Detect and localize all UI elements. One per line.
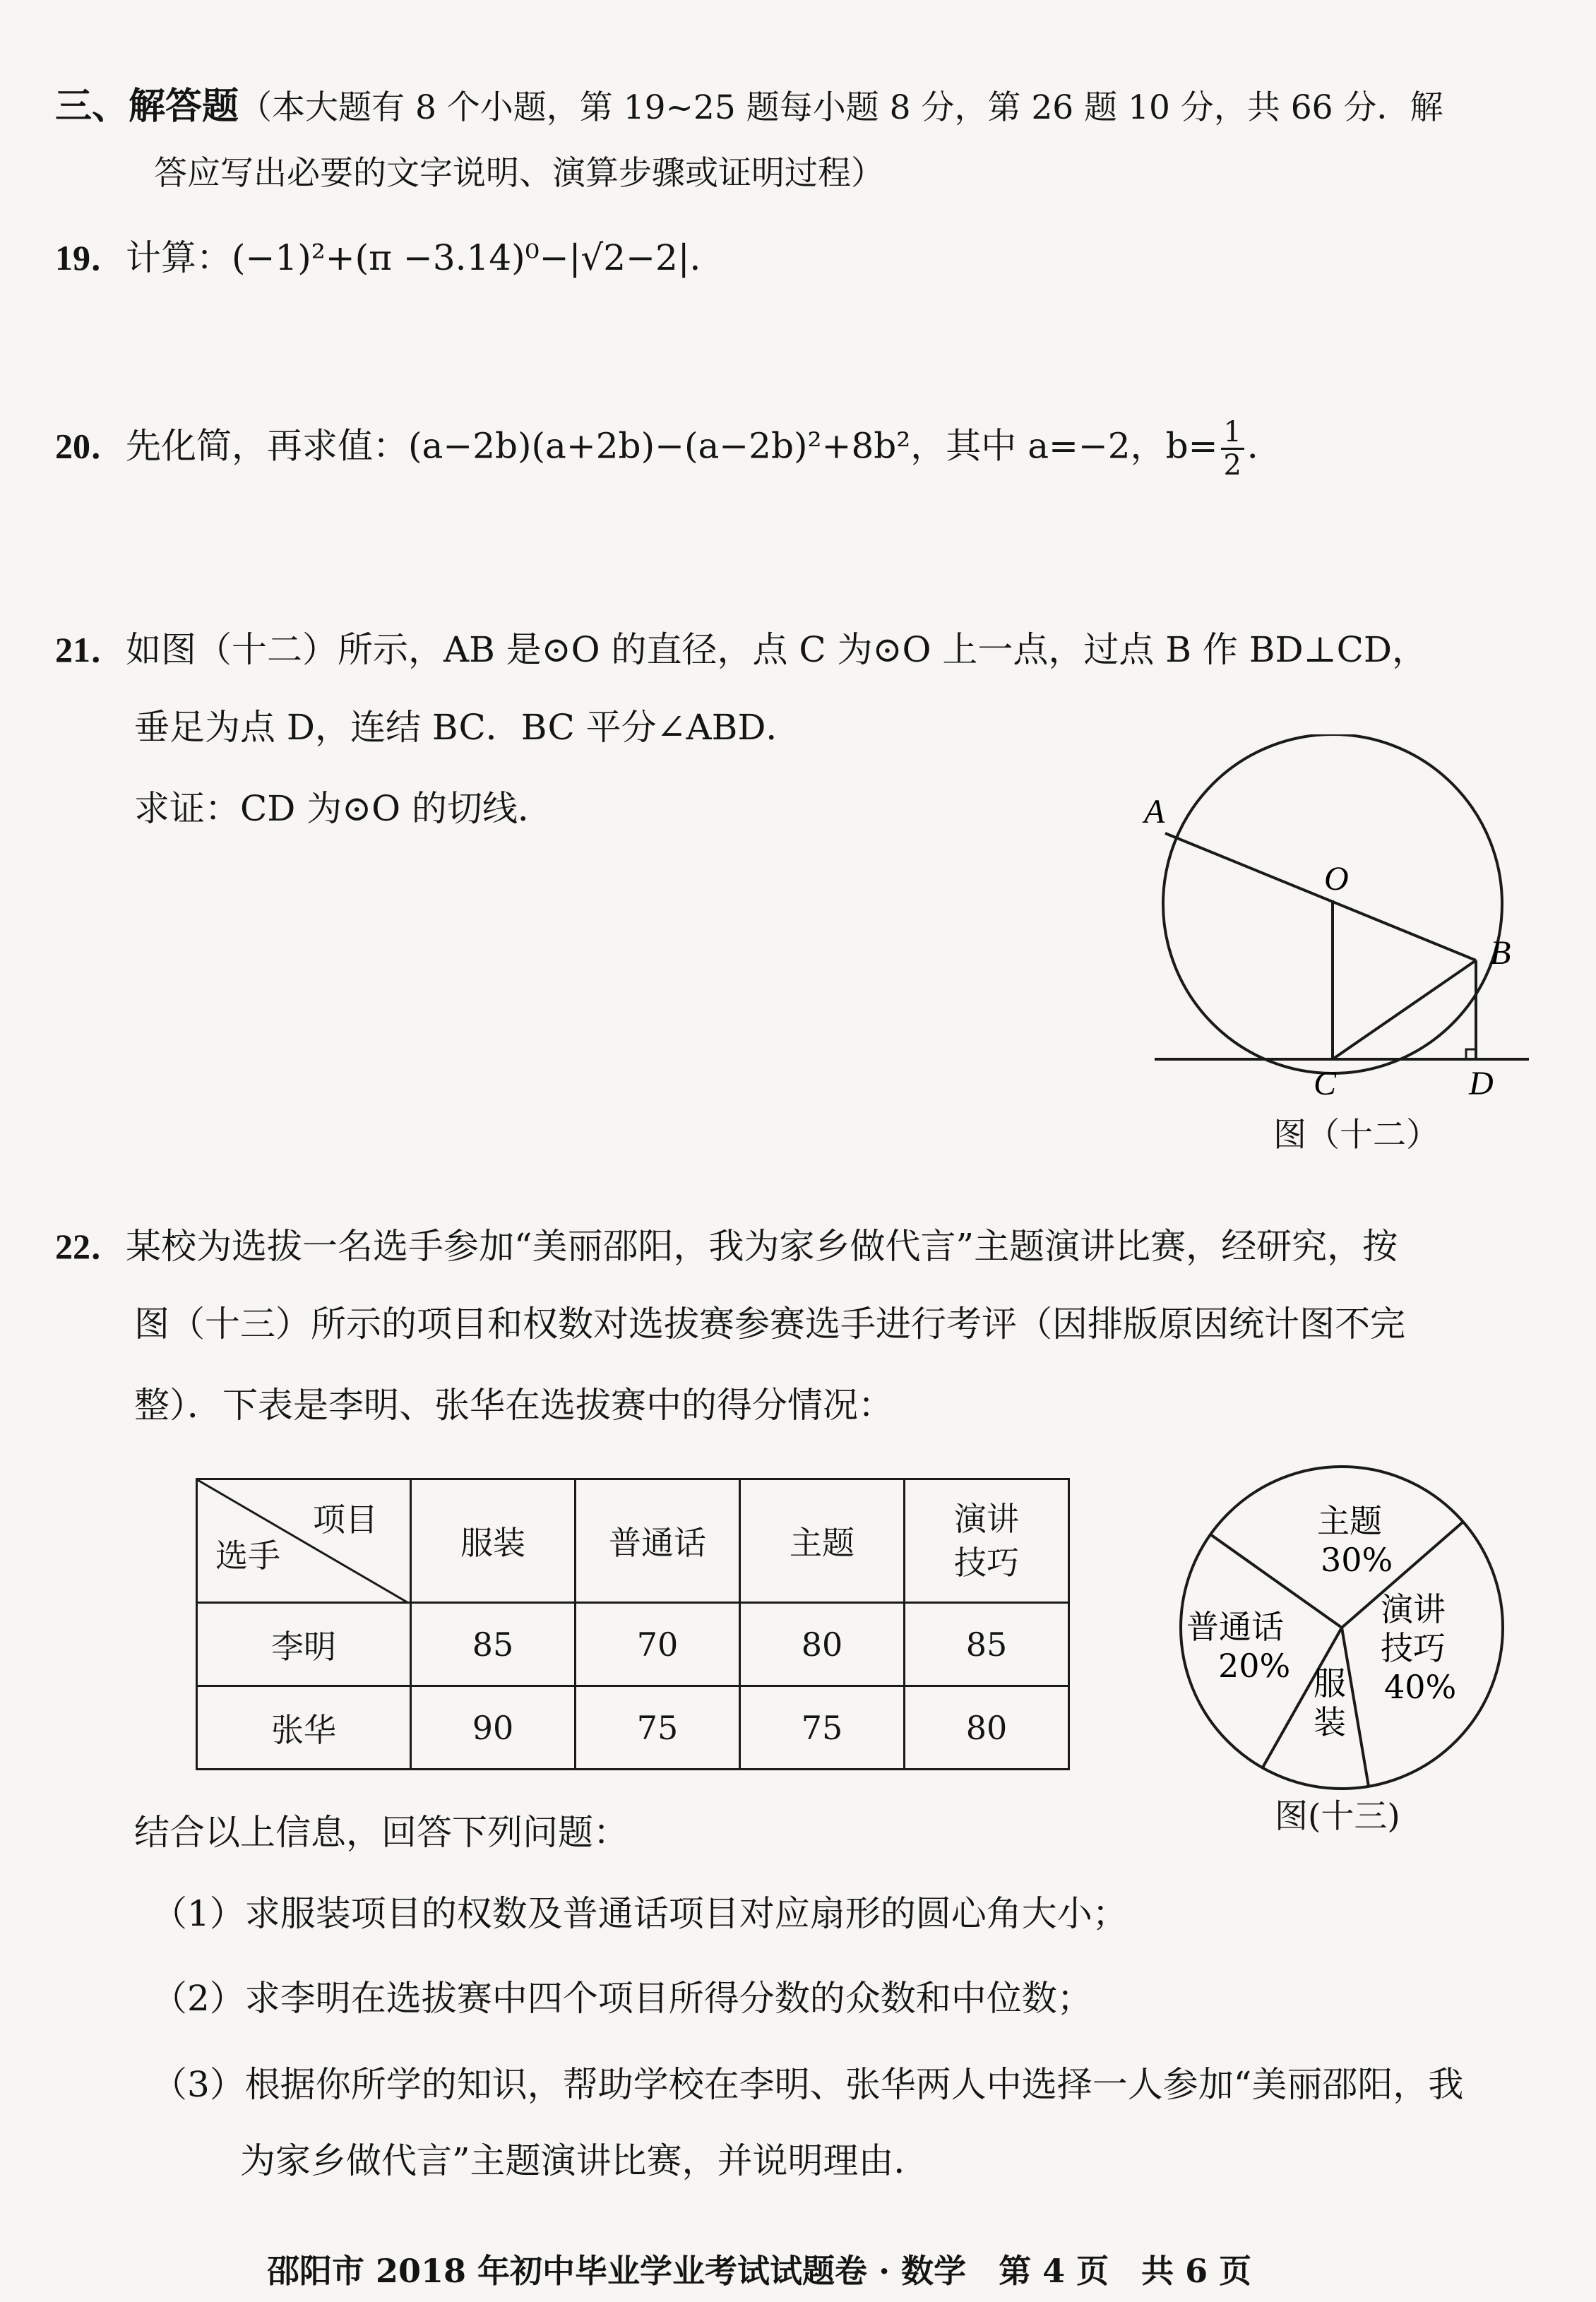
label-b: B xyxy=(1490,934,1511,972)
question-21-line2: 垂足为点 D，连结 BC．BC 平分∠ABD． xyxy=(134,707,802,748)
fraction xyxy=(1221,417,1244,481)
slice-label-speech-1: 演讲 xyxy=(1381,1590,1446,1628)
question-number: 20． xyxy=(55,426,126,466)
table-header-cell: 主题 xyxy=(740,1479,905,1603)
table-cell-name: 李明 xyxy=(197,1603,411,1686)
slice-label-topic: 主题 xyxy=(1317,1502,1382,1540)
question-21-line1 xyxy=(55,621,1427,672)
sub-question-2: （2）求李明在选拔赛中四个项目所得分数的众数和中位数； xyxy=(152,1978,1092,2019)
slice-pct-topic: 30% xyxy=(1321,1541,1393,1579)
label-d: D xyxy=(1469,1065,1494,1102)
table-row xyxy=(197,1603,1069,1686)
header-line: 演讲 xyxy=(954,1500,1019,1538)
corner-top-label: 项目 xyxy=(313,1501,378,1539)
page-footer: 邵阳市 2018 年初中毕业学业考试试题卷 · 数学 第 4 页 共 6 页 xyxy=(267,2252,1252,2290)
diameter-ab xyxy=(1165,833,1476,960)
slice-label-mandarin: 普通话 xyxy=(1186,1608,1284,1646)
slice-label-speech-2: 技巧 xyxy=(1381,1629,1446,1667)
question-20 xyxy=(55,417,1282,481)
question-19 xyxy=(55,229,725,280)
label-a: A xyxy=(1144,793,1165,830)
section-note-line1: （本大题有 8 个小题，第 19~25 题每小题 8 分，第 26 题 10 分，共 66 分．解 xyxy=(239,88,1443,127)
section-title: 三、解答题 xyxy=(55,85,239,128)
right-angle-mark xyxy=(1466,1049,1476,1059)
sub-question-3-line1: （3）根据你所学的知识，帮助学校在李明、张华两人中选择一人参加“美丽邵阳，我 xyxy=(152,2064,1464,2105)
question-22-line2: 图（十三）所示的项目和权数对选拔赛参赛选手进行考评（因排版原因统计图不完 xyxy=(134,1304,1405,1344)
table-cell: 90 xyxy=(411,1686,576,1770)
score-table xyxy=(196,1478,1070,1770)
question-text: 某校为选拔一名选手参加“美丽邵阳，我为家乡做代言”主题演讲比赛，经研究，按 xyxy=(126,1226,1398,1267)
slice-label-clothing-2: 装 xyxy=(1314,1703,1346,1741)
fraction-numerator: 1 xyxy=(1221,417,1244,450)
question-21-line3: 求证：CD 为⊙O 的切线． xyxy=(134,788,554,829)
question-number: 22． xyxy=(55,1227,126,1266)
question-text: 计算：(−1)²+(π −3.14)⁰−|√2−2|． xyxy=(126,237,725,278)
segment-bc xyxy=(1333,960,1476,1059)
table-cell: 80 xyxy=(905,1686,1069,1770)
table-header-cell: 服装 xyxy=(411,1479,576,1603)
table-cell: 80 xyxy=(740,1603,905,1686)
question-22-prompt: 结合以上信息，回答下列问题： xyxy=(134,1812,629,1853)
sub-question-1: （1）求服装项目的权数及普通话项目对应扇形的圆心角大小； xyxy=(152,1893,1128,1934)
table-header-cell: 普通话 xyxy=(576,1479,740,1603)
figure-13-caption: 图(十三) xyxy=(1275,1797,1400,1836)
header-line: 技巧 xyxy=(954,1544,1019,1582)
figure-13-pie-chart xyxy=(1172,1458,1511,1797)
label-o: O xyxy=(1324,860,1349,897)
table-row xyxy=(197,1686,1069,1770)
slice-pct-mandarin: 20% xyxy=(1218,1647,1291,1685)
table-cell: 85 xyxy=(411,1603,576,1686)
question-number: 21． xyxy=(55,630,126,669)
table-corner-cell xyxy=(197,1479,411,1603)
question-tail: ． xyxy=(1246,425,1282,467)
sub-question-3-line2: 为家乡做代言”主题演讲比赛，并说明理由． xyxy=(240,2140,929,2181)
section-note-line2: 答应写出必要的文字说明、演算步骤或证明过程） xyxy=(154,154,884,193)
section-header xyxy=(55,76,1443,129)
question-text: 先化简，再求值：(a−2b)(a+2b)−(a−2b)²+8b²，其中 a=−2，b= xyxy=(126,425,1218,467)
table-cell: 85 xyxy=(905,1603,1069,1686)
label-c: C xyxy=(1314,1065,1337,1102)
table-header-row xyxy=(197,1479,1069,1603)
question-number: 19． xyxy=(55,238,126,278)
table-cell: 75 xyxy=(740,1686,905,1770)
table-header-cell xyxy=(905,1479,1069,1603)
slice-label-clothing-1: 服 xyxy=(1314,1664,1346,1702)
figure-12-circle-diagram xyxy=(1130,734,1540,1158)
fraction-denominator: 2 xyxy=(1223,449,1241,482)
question-text: 如图（十二）所示，AB 是⊙O 的直径，点 C 为⊙O 上一点，过点 B 作 BD⊥CD， xyxy=(126,629,1427,670)
question-22-line1 xyxy=(55,1218,1398,1269)
figure-12-caption: 图（十二） xyxy=(1273,1116,1439,1155)
corner-bottom-label: 选手 xyxy=(215,1537,280,1575)
question-22-line3: 整）．下表是李明、张华在选拔赛中的得分情况： xyxy=(134,1385,893,1426)
slice-pct-speech: 40% xyxy=(1384,1668,1457,1706)
table-cell-name: 张华 xyxy=(197,1686,411,1770)
table-cell: 70 xyxy=(576,1603,740,1686)
table-cell: 75 xyxy=(576,1686,740,1770)
